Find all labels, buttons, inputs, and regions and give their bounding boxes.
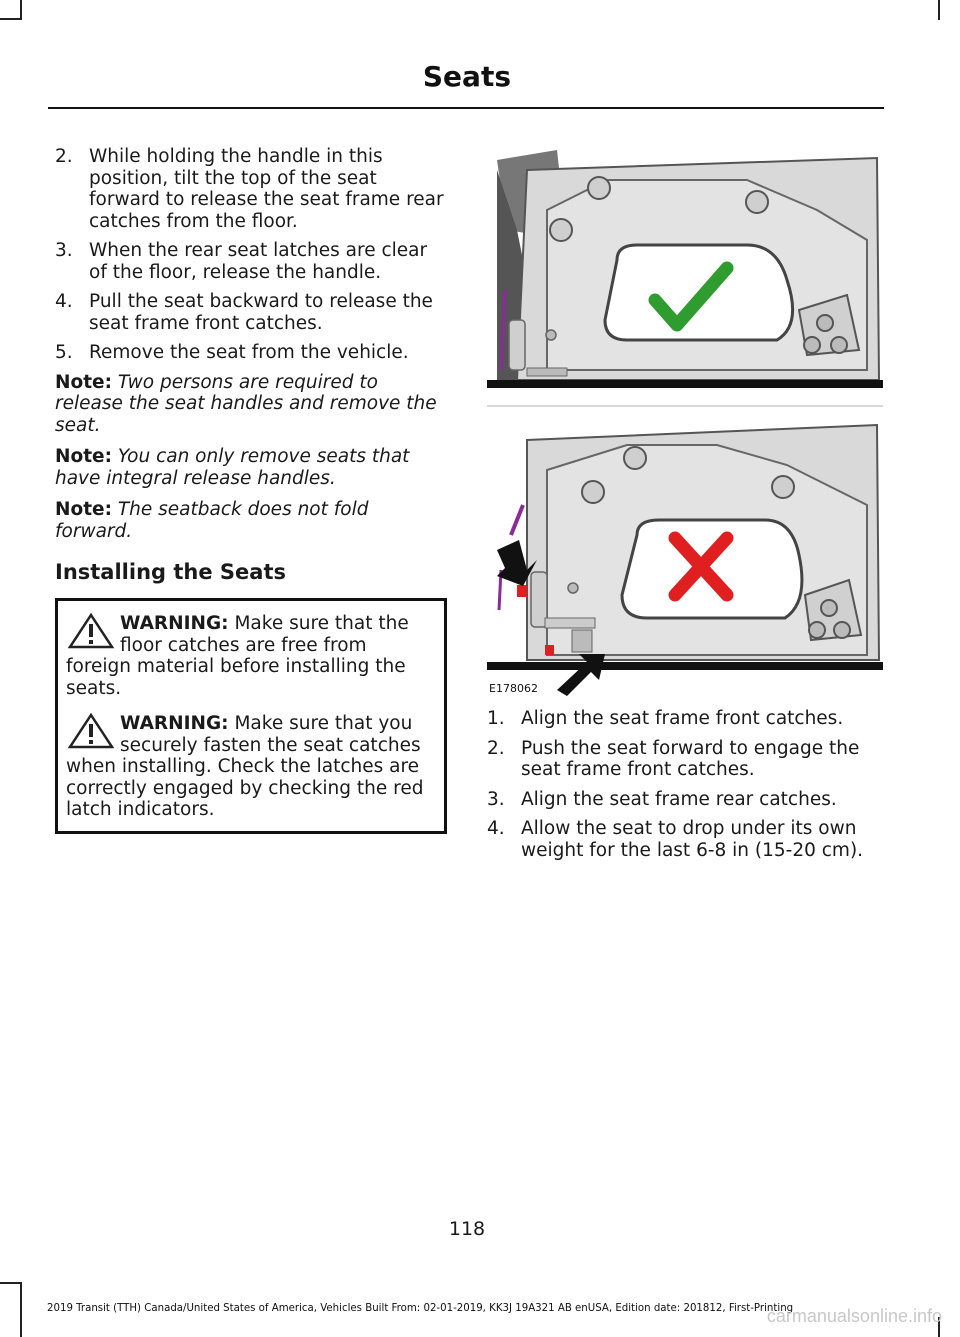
warning-triangle-icon bbox=[68, 613, 114, 649]
list-item: 5. Remove the seat from the vehicle. bbox=[55, 342, 409, 363]
crop-mark bbox=[938, 0, 940, 20]
header-rule bbox=[48, 107, 884, 109]
list-item: 2. Push the seat forward to engage the seat frame front catches. bbox=[487, 737, 860, 780]
list-item: 1. Align the seat frame front catches. bbox=[487, 708, 844, 729]
section-heading: Installing the Seats bbox=[55, 560, 286, 584]
right-column bbox=[487, 708, 882, 869]
list-item: 3. When the rear seat latches are clear of the floor, release the handle. bbox=[55, 240, 428, 283]
left-column bbox=[55, 146, 447, 834]
list-item: 4. Allow the seat to drop under its own weight for the last 6-8 in (15-20 cm). bbox=[487, 818, 864, 861]
crop-mark bbox=[0, 1282, 22, 1284]
list-item: 2. While holding the handle in this position, tilt the top of the seat forward to release the seat frame rear catches from the floor. bbox=[55, 146, 444, 232]
page-number: 118 bbox=[448, 1218, 486, 1240]
installation-steps bbox=[487, 708, 882, 861]
incorrect-panel bbox=[487, 420, 883, 696]
note: Note: Two persons are required to release the seat handles and remove the seat. bbox=[55, 371, 437, 436]
list-item: 4. Pull the seat backward to release the seat frame front catches. bbox=[55, 291, 433, 334]
figure-code: E178062 bbox=[489, 682, 538, 695]
note: Note: The seatback does not fold forward. bbox=[55, 499, 369, 542]
seat-catch-illustration bbox=[487, 140, 883, 700]
crop-mark bbox=[0, 18, 22, 20]
crop-mark bbox=[20, 0, 22, 20]
crop-mark bbox=[20, 1282, 22, 1337]
page-title: Seats bbox=[422, 60, 511, 93]
watermark: carmanualsonline.info bbox=[766, 1306, 942, 1326]
warning-box bbox=[55, 598, 447, 834]
warning: WARNING: Make sure that you securely fasten the seat catches when installing. Check the latches are correctly engaged by checking the red latch indicators. bbox=[66, 713, 424, 820]
correct-panel bbox=[487, 140, 883, 388]
removal-steps bbox=[55, 146, 447, 364]
list-item: 3. Align the seat frame rear catches. bbox=[487, 788, 837, 810]
footer-text: 2019 Transit (TTH) Canada/United States of America, Vehicles Built From: 02-01-2019, KK3J 19A321 AB enUSA, Edition date: 201812, First-Printing bbox=[47, 1303, 794, 1314]
warning: WARNING: Make sure that the floor catches are free from foreign material before installing the seats. bbox=[66, 613, 409, 699]
note: Note: You can only remove seats that have integral release handles. bbox=[55, 446, 410, 489]
warning-triangle-icon bbox=[68, 713, 114, 749]
